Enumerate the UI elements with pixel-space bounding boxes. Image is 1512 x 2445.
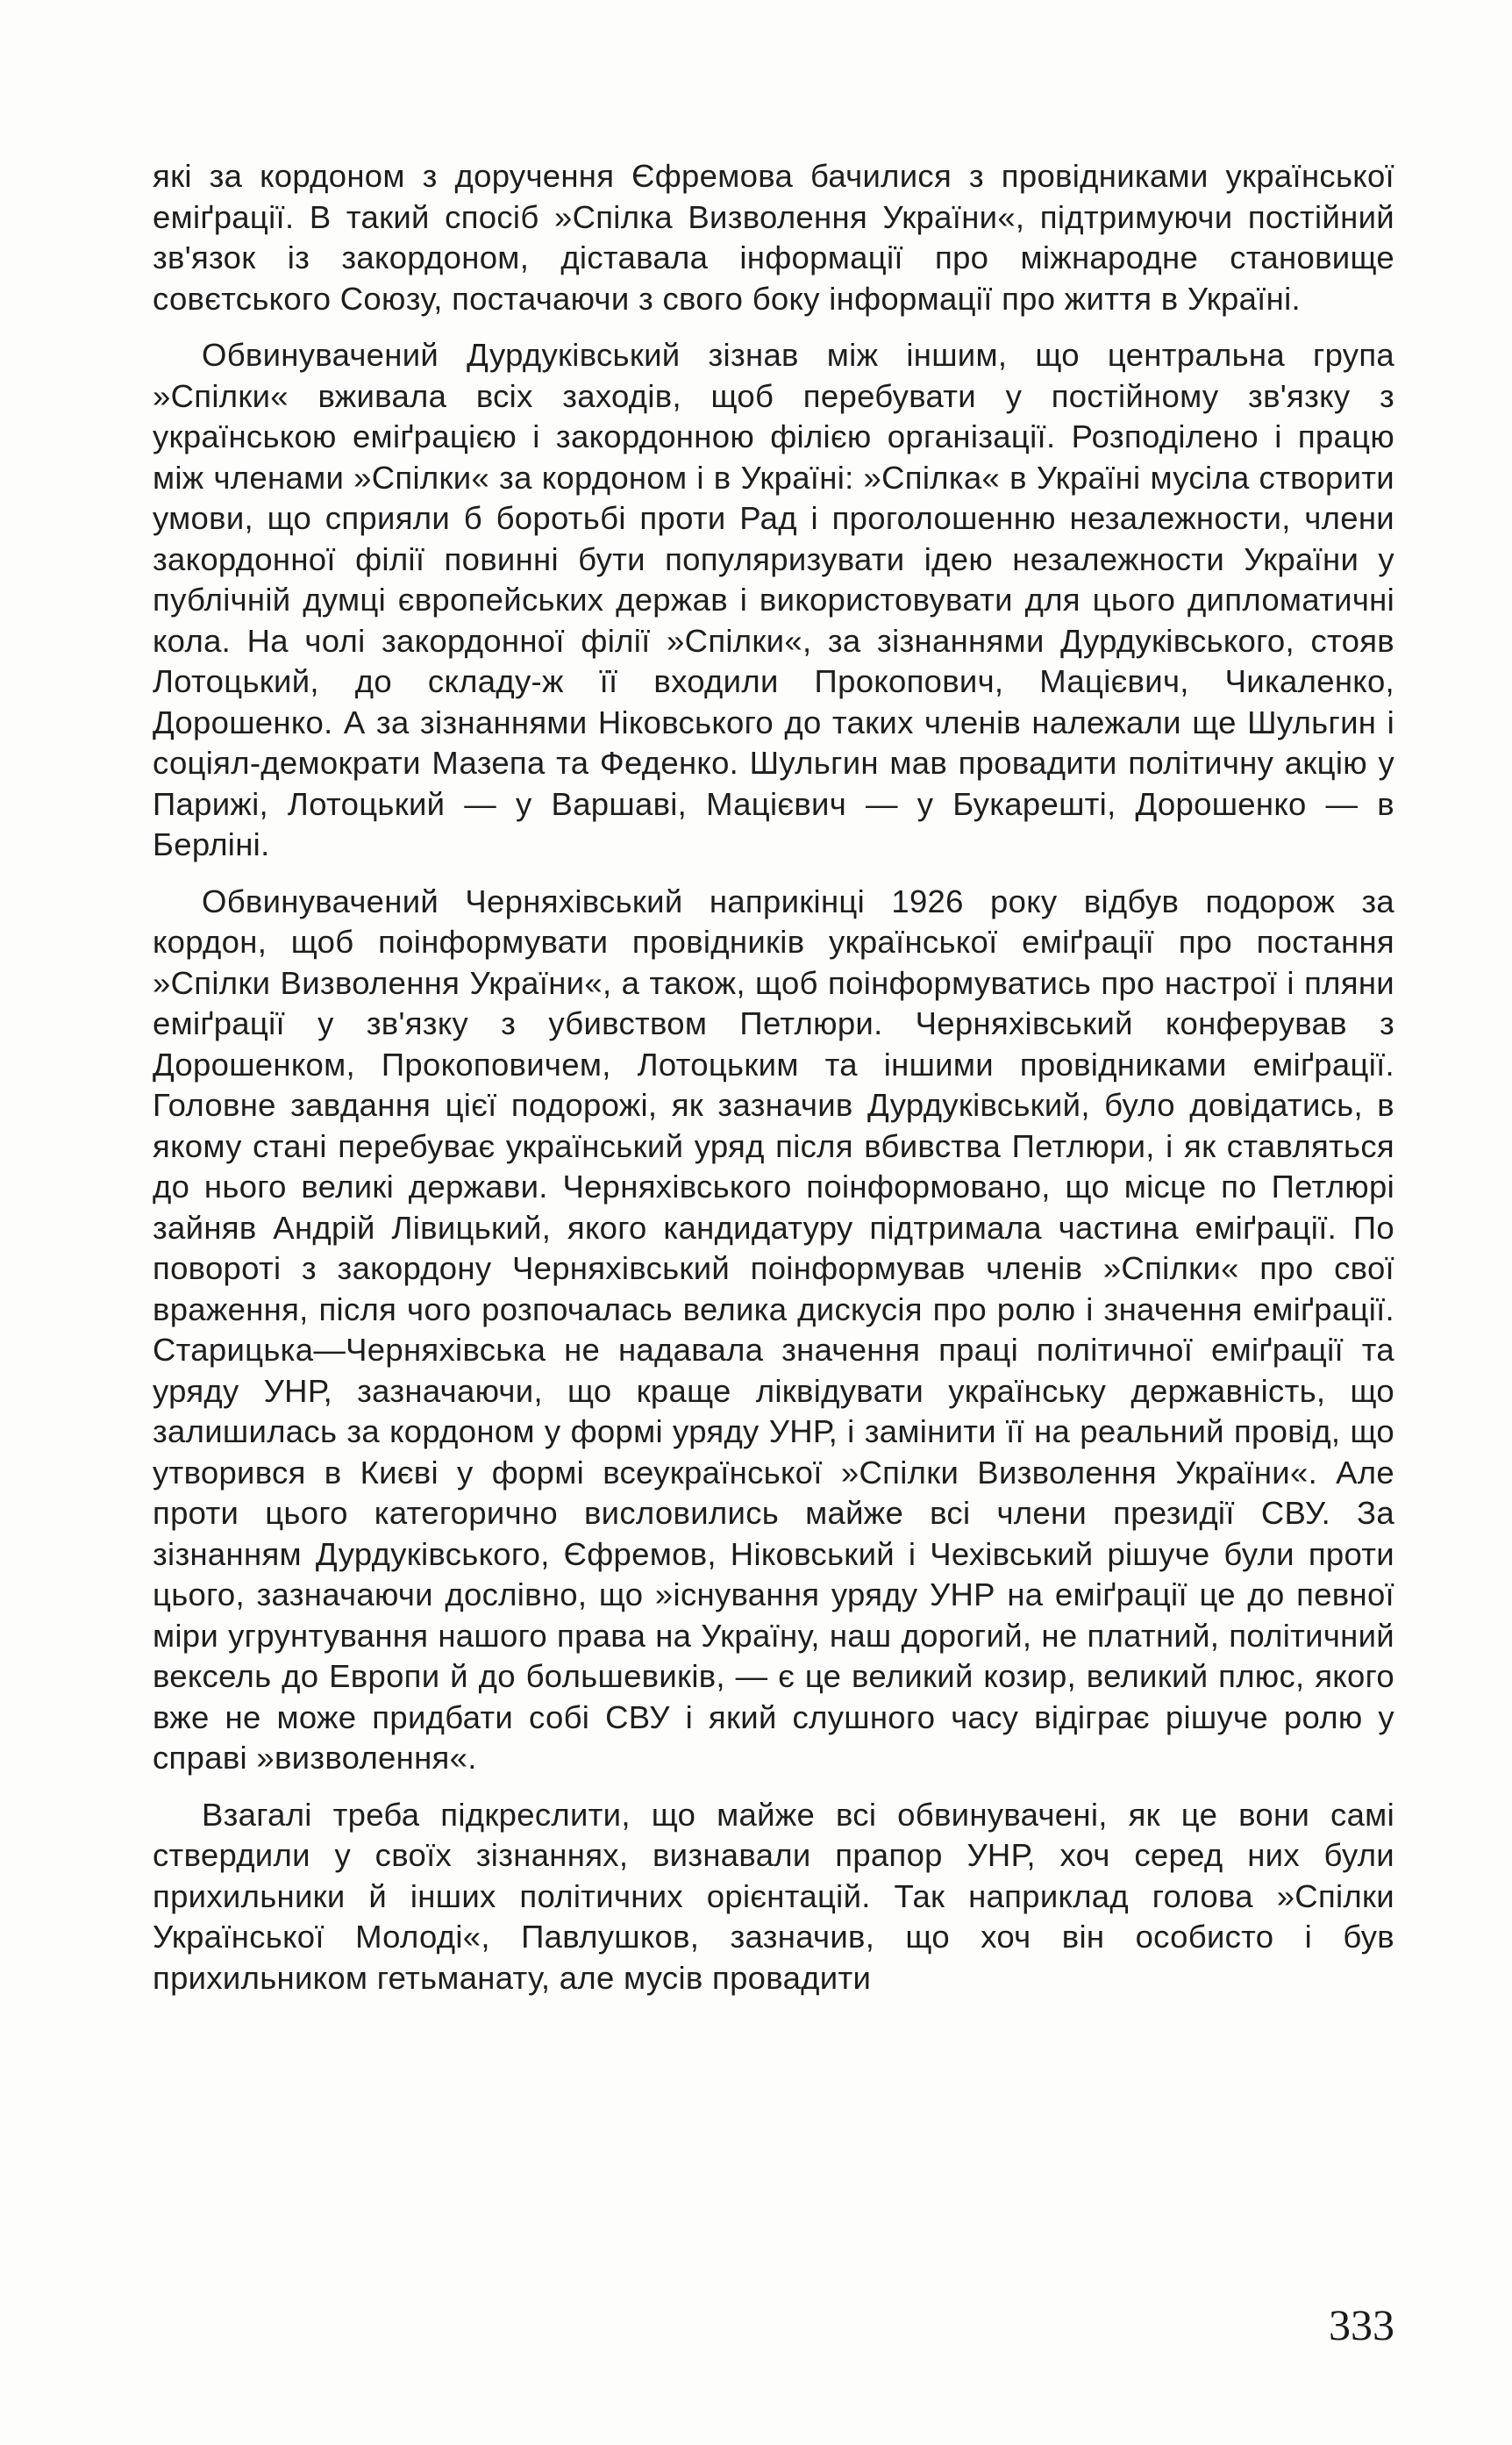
paragraph-durdukivsky-testimony: Обвинувачений Дурдуківський зізнав між іншим, що центральна група »Спілки« вживала всіх заходів, щоб перебувати у постійному зв'язку з українською еміґрацією і закордонною філією організації. Розподілено і працю між членами »Спілки« за кордоном і в Україні: »Спілка« в Україні мусіла створити умови, що сприяли б боротьбі проти Рад і проголошенню незалежности, члени закордонної філії повинні бути популяризувати ідею незалежности України у публічній думці європейських держав і використовувати для цього дипломатичні кола. На чолі закордонної філії »Спілки«, за зізнаннями Дурдуківського, стояв Лотоцький, до складу-ж її входили Прокопович, Мацієвич, Чикаленко, Дорошенко. А за зізнаннями Ніковського до таких членів належали ще Шульгин і соціял-демократи Мазепа та Феденко. Шульгин мав провадити політичну акцію у Парижі, Лотоцький — у Варшаві, Мацієвич — у Букарешті, Дорошенко — в Берліні. xyxy=(153,337,1394,862)
page-number: 333 xyxy=(1329,2300,1394,2349)
paragraph-unr-flag: Взагалі треба підкреслити, що майже всі обвинувачені, як це вони самі ствердили у своїх зізнаннях, визнавали прапор УНР, хоч серед них були прихильники й інших політичних орієнтацій. Так наприклад голова »Спілки Української Молоді«, Павлушков, зазначив, що хоч він особисто і був прихильником гетьманату, але мусів провадити xyxy=(153,1796,1394,1996)
body-text xyxy=(153,156,1394,1998)
paragraph-cherniakhivsky-trip: Обвинувачений Черняхівський наприкінці 1926 року відбув подорож за кордон, щоб поінформувати провідників української еміґрації про постання »Спілки Визволення України«, а також, щоб поінформуватись про настрої і пляни еміґрації у зв'язку з убивством Петлюри. Черняхівський конферував з Дорошенком, Прокоповичем, Лотоцьким та іншими провідниками еміґрації. Головне завдання цієї подорожі, як зазначив Дурдуківський, було довідатись, в якому стані перебуває український уряд після вбивства Петлюри, і як ставляться до нього великі держави. Черняхівського поінформовано, що місце по Петлюрі зайняв Андрій Лівицький, якого кандидатуру підтримала частина еміґрації. По повороті з закордону Черняхівський поінформував членів »Спілки« про свої враження, після чого розпочалась велика дискусія про ролю і значення еміґрації. Старицька—Черняхівська не надавала значення праці політичної еміґрації та уряду УНР, зазначаючи, що краще ліквідувати українську державність, що залишилась за кордоном у формі уряду УНР, і замінити її на реальний провід, що утворився в Києві у формі всеукраїнської »Спілки Визволення України«. Але проти цього категорично висловились майже всі члени президії СВУ. За зізнанням Дурдуківського, Єфремов, Ніковський і Чехівський рішуче були проти цього, зазначаючи дослівно, що »існування уряду УНР на еміґрації це до певної міри угрунтування нашого права на Україну, наш дорогий, не платний, політичний вексель до Европи й до большевиків, — є це великий козир, великий плюс, якого вже не може придбати собі СВУ і який слушного часу відіграє рішуче ролю у справі »визволення«. xyxy=(153,883,1394,1776)
paragraph-continued: які за кордоном з доручення Єфремова бачилися з провідниками української еміґрації. В такий спосіб »Спілка Визволення України«, підтримуючи постійний зв'язок із закордоном, діставала інформації про міжнародне становище совєтського Союзу, постачаючи з свого боку інформації про життя в Україні. xyxy=(153,158,1394,317)
